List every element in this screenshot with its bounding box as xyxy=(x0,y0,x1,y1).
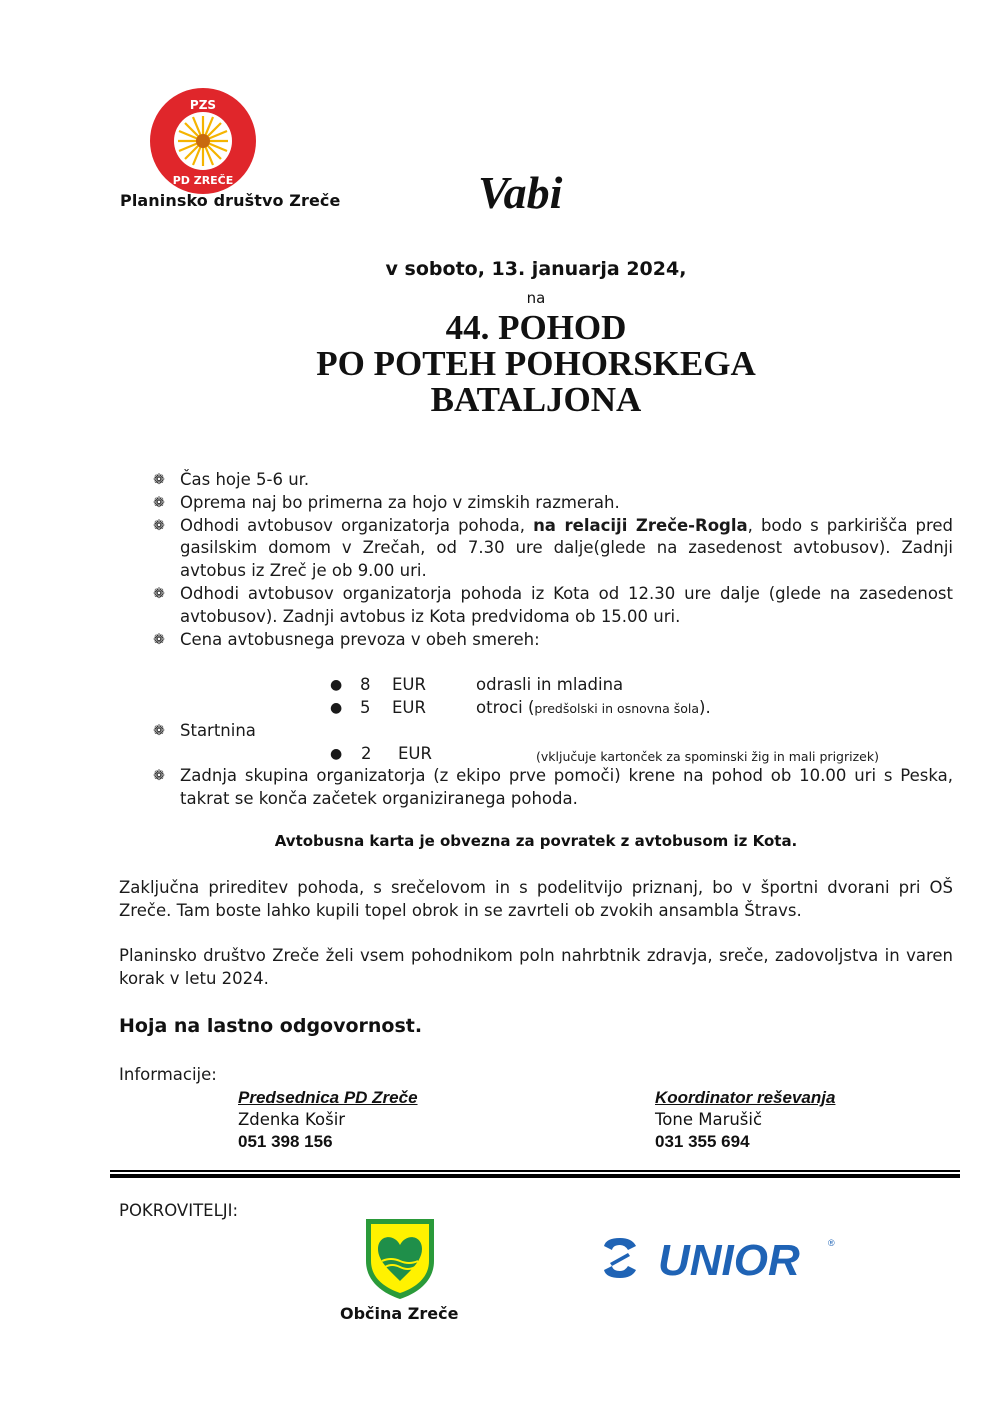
item-text: Odhodi avtobusov organizatorja pohoda iz Kota od 12.30 ure dalje (glede na zasedenost avtobusov). Zadnji avtobus iz Kota predvidoma ob 15.00 uri. xyxy=(180,583,953,626)
snowflake-bullet-icon: ❁ xyxy=(153,472,165,488)
info-label: Informacije: xyxy=(119,1065,217,1084)
route-highlight: na relaciji Zreče-Rogla xyxy=(533,515,748,535)
price-label: otroci ( xyxy=(476,697,535,717)
item-text-end: , bodo s parkirišča pred gasilskim domom v Zrečah, od 7.30 ure dalje(glede na zasedenost avtobusov). Zadnji avtobus iz Zreč je ob 9.00 uri. xyxy=(180,515,953,581)
contact-card xyxy=(238,1087,418,1153)
unior-logo xyxy=(598,1232,842,1284)
bullet-dot-icon: ● xyxy=(330,745,343,762)
price-note: (vključuje kartonček za spominski žig in mali prigrizek) xyxy=(536,748,879,764)
zrece-crest-icon xyxy=(360,1215,440,1301)
invite-heading: Vabi xyxy=(478,167,563,218)
item-text: Čas hoje 5-6 ur. xyxy=(180,470,310,489)
divider-thin xyxy=(110,1170,960,1172)
price-suffix: ). xyxy=(699,697,711,717)
own-risk-notice: Hoja na lastno odgovornost. xyxy=(119,1015,423,1037)
contact-name: Tone Marušič xyxy=(655,1110,763,1129)
price-currency: EUR xyxy=(392,675,426,695)
snowflake-bullet-icon: ❁ xyxy=(153,517,165,534)
item-text: Startnina xyxy=(180,720,256,740)
wishes-paragraph: Planinsko društvo Zreče želi vsem pohodnikom poln nahrbtnik zdravja, sreče, zadovoljstva in varen korak v letu 2024. xyxy=(119,946,953,988)
item-text: Cena avtobusnega prevoza v obeh smereh: xyxy=(180,629,540,649)
list-item xyxy=(148,515,953,583)
logo-text-top: PZS xyxy=(189,98,217,112)
snowflake-bullet-icon: ❁ xyxy=(153,768,165,785)
snowflake-bullet-icon: ❁ xyxy=(153,722,165,739)
event-title-line-3: BATALJONA xyxy=(430,380,642,419)
event-title-line-1: 44. POHOD xyxy=(445,308,627,347)
item-text: Zadnja skupina organizatorja (z ekipo prve pomoči) krene na pohod ob 10.00 uri s Peska, takrat se konča začetek organiziranega pohoda. xyxy=(180,766,953,809)
list-item xyxy=(148,583,953,629)
snowflake-bullet-icon: ❁ xyxy=(153,494,165,511)
details-list xyxy=(148,469,953,811)
logo-text-bottom: PD ZREČE xyxy=(172,174,234,187)
ticket-notice: Avtobusna karta je obvezna za povratek z avtobusom iz Kota. xyxy=(274,832,798,850)
contact-card xyxy=(655,1087,835,1153)
price-row xyxy=(148,697,953,720)
price-row xyxy=(148,674,953,697)
sponsor-name: UNIOR xyxy=(658,1236,800,1284)
contact-role: Koordinator reševanja xyxy=(655,1088,836,1107)
trademark-mark: ® xyxy=(828,1238,835,1248)
snowflake-bullet-icon: ❁ xyxy=(153,585,165,602)
sponsors-label: POKROVITELJI: xyxy=(119,1201,239,1220)
list-item xyxy=(148,629,953,652)
pzs-logo xyxy=(148,86,258,196)
price-label: odrasli in mladina xyxy=(476,675,624,695)
item-text-start: Odhodi avtobusov organizatorja pohoda, xyxy=(180,515,534,535)
price-row xyxy=(148,743,953,766)
contact-role: Predsednica PD Zreče xyxy=(238,1088,418,1107)
list-item xyxy=(148,765,953,811)
event-title xyxy=(0,310,1000,418)
event-title-line-2: PO POTEH POHORSKEGA xyxy=(316,344,756,383)
list-item xyxy=(148,492,953,515)
price-label-group xyxy=(476,697,711,721)
contact-name: Zdenka Košir xyxy=(238,1110,346,1129)
price-amount: 2 xyxy=(361,743,372,763)
event-date: v soboto, 13. januarja 2024, xyxy=(385,258,687,280)
price-currency: EUR xyxy=(398,743,432,763)
item-text: Oprema naj bo primerna za hojo v zimskih razmerah. xyxy=(180,492,620,512)
list-item xyxy=(148,469,953,492)
closing-event-paragraph: Zaključna prireditev pohoda, s srečelovom in s podelitvijo priznanj, bo v športni dvorani pri OŠ Zreče. Tam boste lahko kupili topel obrok in se zavrteli ob zvokih ansambla Štravs. xyxy=(119,878,953,920)
contact-phone[interactable]: 031 355 694 xyxy=(655,1132,750,1151)
organization-name: Planinsko društvo Zreče xyxy=(120,191,341,210)
bullet-dot-icon: ● xyxy=(330,677,343,694)
bullet-dot-icon: ● xyxy=(330,699,343,716)
snowflake-bullet-icon: ❁ xyxy=(153,631,165,648)
price-amount: 8 xyxy=(360,675,371,695)
price-amount: 5 xyxy=(360,697,371,717)
list-item xyxy=(148,720,953,743)
divider-thick xyxy=(110,1174,960,1178)
price-note: predšolski in osnovna šola xyxy=(534,700,700,716)
connector-text: na xyxy=(526,289,546,307)
price-currency: EUR xyxy=(392,697,426,717)
contact-phone[interactable]: 051 398 156 xyxy=(238,1132,333,1151)
sponsor-name: Občina Zreče xyxy=(340,1304,459,1323)
